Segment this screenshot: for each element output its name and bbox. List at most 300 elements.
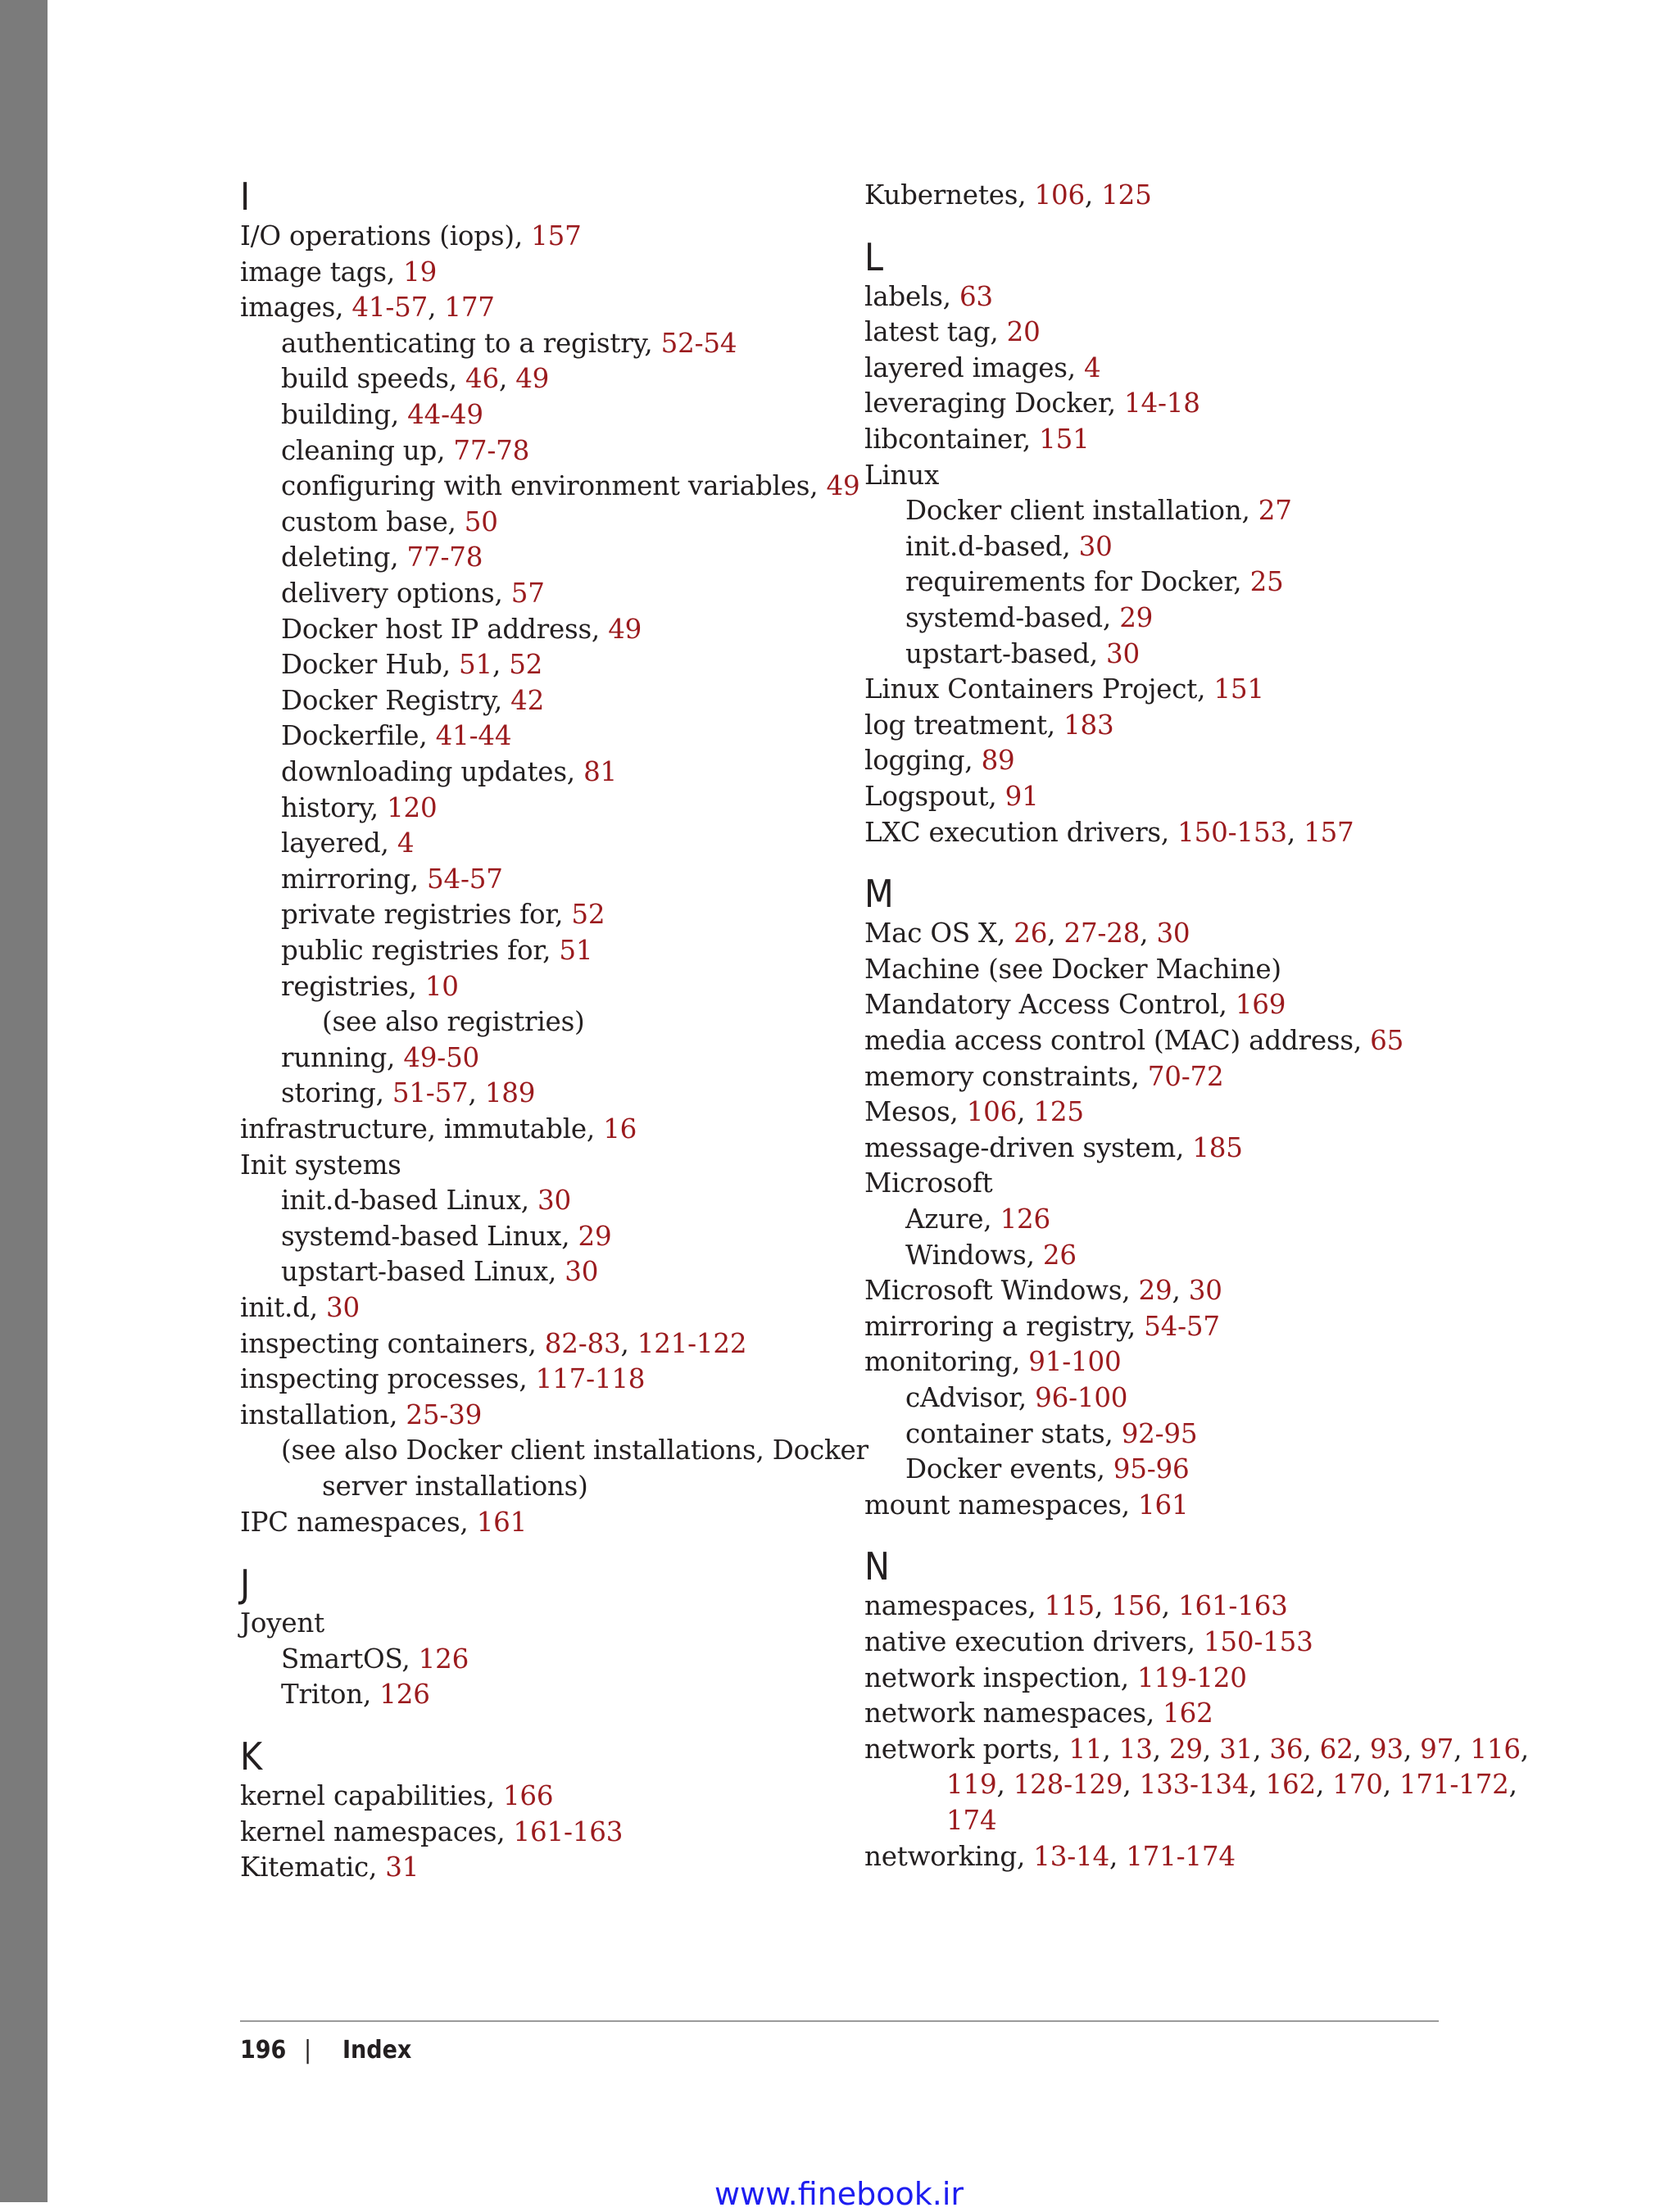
index-term: infrastructure, immutable, (240, 1113, 604, 1145)
ref-separator: , (1454, 1733, 1471, 1765)
index-term: kernel capabilities, (240, 1780, 503, 1811)
ref-separator: , (1202, 1733, 1220, 1765)
page-ref-link[interactable]: 30 (1078, 530, 1113, 562)
index-term: Linux (864, 459, 940, 491)
page-ref-link[interactable]: 92-95 (1121, 1417, 1198, 1449)
index-term: (see also registries) (322, 1006, 585, 1038)
index-entry (864, 778, 1039, 814)
page-ref-link[interactable]: 161-163 (513, 1815, 624, 1847)
page-ref-link[interactable]: 117-118 (535, 1363, 646, 1395)
index-term: requirements for Docker, (905, 566, 1250, 598)
section-letter: J (240, 1562, 251, 1607)
index-entry (281, 932, 592, 968)
index-term: I/O operations (iops), (240, 220, 532, 252)
ref-separator: , (1095, 1590, 1112, 1622)
section-letter: K (240, 1734, 263, 1779)
ref-separator: , (1017, 1096, 1034, 1128)
index-entry (864, 1731, 1529, 1767)
index-term: build speeds, (281, 363, 465, 395)
page-ref-link[interactable]: 151 (1039, 424, 1090, 455)
ref-separator: , (996, 1769, 1014, 1801)
page-number: 196 (240, 2036, 287, 2065)
page-ref-link[interactable]: 119-120 (1137, 1661, 1247, 1693)
index-term: systemd-based, (905, 602, 1120, 633)
index-term: upstart-based, (905, 637, 1106, 669)
index-entry (864, 1344, 1121, 1380)
page-ref-link[interactable]: 125 (1101, 179, 1152, 211)
index-term: Logspout, (864, 781, 1005, 812)
index-term: message-driven system, (864, 1131, 1193, 1163)
ref-separator: , (1382, 1769, 1399, 1801)
page-ref-link[interactable]: 171-174 (1126, 1840, 1236, 1872)
index-term: delivery options, (281, 578, 511, 609)
index-entry (281, 1432, 868, 1468)
index-entry (905, 1237, 1077, 1273)
index-entry (322, 1468, 588, 1504)
page-ref-link[interactable]: 189 (484, 1077, 536, 1109)
index-entry (864, 1130, 1243, 1166)
index-term: images, (240, 292, 352, 324)
page-ref-link[interactable]: 106 (1034, 179, 1085, 211)
footer-separator: | (304, 2036, 312, 2065)
index-term: libcontainer, (864, 424, 1040, 455)
page-ref-link[interactable]: 97 (1420, 1733, 1454, 1765)
index-entry (281, 360, 549, 397)
page-ref-link[interactable]: 50 (464, 505, 498, 537)
section-letter: M (864, 872, 894, 917)
page-ref-link[interactable]: 16 (603, 1113, 637, 1145)
index-entry (281, 682, 544, 718)
page-ref-link[interactable]: 26 (1014, 918, 1048, 950)
index-entry (240, 1290, 360, 1326)
index-entry (864, 385, 1200, 421)
index-term: history, (281, 791, 388, 823)
page-ref-link[interactable]: 95-96 (1113, 1453, 1190, 1485)
page-ref-link[interactable]: 14-18 (1123, 388, 1200, 419)
page-ref-link[interactable]: 106 (966, 1096, 1018, 1128)
page-ref-link[interactable]: 177 (444, 292, 495, 324)
page-ref-link[interactable]: 31 (385, 1852, 420, 1883)
index-entry-continuation (946, 1802, 996, 1838)
gray-side-bar (0, 0, 48, 2202)
page-ref-link[interactable]: 162 (1163, 1698, 1213, 1729)
index-term: network namespaces, (864, 1698, 1163, 1729)
index-term: Windows, (905, 1239, 1043, 1271)
page-ref-link[interactable]: 57 (510, 578, 545, 609)
page-ref-link[interactable]: 51 (458, 649, 492, 681)
page-ref-link[interactable]: 29 (1138, 1275, 1172, 1307)
index-entry (281, 611, 642, 647)
index-term: log treatment, (864, 709, 1064, 741)
page-ref-link[interactable]: 171-172 (1399, 1769, 1509, 1801)
index-term: deleting, (281, 542, 407, 573)
page-ref-link[interactable]: 51 (559, 935, 593, 966)
page-ref-link[interactable]: 27 (1258, 495, 1292, 527)
page-ref-link[interactable]: 161-163 (1178, 1590, 1288, 1622)
page-ref-link[interactable]: 166 (502, 1780, 554, 1811)
page-ref-link[interactable]: 41-57 (351, 292, 429, 324)
ref-separator: , (1286, 816, 1304, 848)
page-ref-link[interactable]: 13-14 (1033, 1840, 1109, 1872)
index-term: public registries for, (281, 935, 560, 966)
page-ref-link[interactable]: 126 (1000, 1203, 1050, 1235)
page-ref-link[interactable]: 91 (1005, 781, 1039, 812)
page-ref-link[interactable]: 133-134 (1139, 1769, 1249, 1801)
index-term: configuring with environment variables, (281, 470, 827, 502)
page-ref-link[interactable]: 31 (1219, 1733, 1254, 1765)
index-entry (281, 790, 438, 826)
index-term: monitoring, (864, 1346, 1029, 1378)
index-term: inspecting containers, (240, 1327, 545, 1359)
index-entry (864, 279, 993, 315)
page-ref-link[interactable]: 162 (1265, 1769, 1316, 1801)
section-letter: L (864, 234, 884, 279)
page-ref-link[interactable]: 51-57 (392, 1077, 469, 1109)
running-head: Index (342, 2036, 412, 2065)
ref-separator: , (1315, 1769, 1333, 1801)
page-ref-link[interactable]: 120 (387, 791, 438, 823)
index-entry (240, 1504, 527, 1540)
index-entry (905, 600, 1153, 636)
index-entry (864, 314, 1041, 350)
index-entry (864, 457, 939, 493)
page-ref-link[interactable]: 30 (537, 1185, 571, 1217)
index-entry (240, 1361, 645, 1397)
page-ref-link[interactable]: 156 (1111, 1590, 1162, 1622)
index-term: installation, (240, 1398, 406, 1430)
index-term: memory constraints, (864, 1060, 1148, 1092)
page-ref-link[interactable]: 125 (1033, 1096, 1084, 1128)
index-term: init.d-based Linux, (281, 1185, 537, 1217)
index-term: cleaning up, (281, 434, 454, 466)
page-ref-link[interactable]: 170 (1332, 1769, 1383, 1801)
index-term: Docker Registry, (281, 684, 511, 716)
index-entry (240, 1397, 482, 1433)
index-term: (see also Docker client installations, Docker (281, 1435, 868, 1466)
index-term: upstart-based Linux, (281, 1256, 565, 1288)
index-entry (281, 861, 503, 897)
page-ref-link[interactable]: 63 (959, 280, 993, 312)
index-term: mirroring, (281, 863, 427, 895)
index-entry (905, 1201, 1050, 1237)
index-entry (905, 1416, 1197, 1452)
index-entry (905, 1380, 1127, 1416)
index-entry (864, 1165, 993, 1201)
index-term: SmartOS, (281, 1643, 419, 1675)
index-entry (281, 718, 511, 754)
section-letter: N (864, 1544, 890, 1589)
index-entry (864, 1660, 1247, 1696)
ref-separator: , (468, 1077, 485, 1109)
index-term: mount namespaces, (864, 1489, 1139, 1521)
page-ref-link[interactable]: 30 (565, 1256, 599, 1288)
page-ref-link[interactable]: 52 (509, 649, 543, 681)
trailing-comma: , (1520, 1733, 1529, 1765)
index-term: systemd-based Linux, (281, 1220, 578, 1252)
index-entry (281, 646, 542, 682)
index-term: IPC namespaces, (240, 1506, 477, 1538)
page-ref-link[interactable]: 30 (325, 1292, 360, 1323)
index-term: Docker host IP address, (281, 613, 609, 645)
index-term: Init systems (240, 1149, 401, 1181)
index-entry (281, 1676, 430, 1712)
index-term: downloading updates, (281, 756, 584, 787)
index-term: storing, (281, 1077, 392, 1109)
index-entry (240, 254, 437, 290)
index-entry (864, 986, 1286, 1022)
index-term: building, (281, 399, 408, 430)
page-ref-link[interactable]: 25 (1249, 566, 1284, 598)
index-term: native execution drivers, (864, 1626, 1204, 1657)
index-term: Microsoft Windows, (864, 1275, 1139, 1307)
index-entry (281, 1182, 571, 1218)
ref-separator: , (1140, 918, 1157, 950)
page-ref-link[interactable]: 54-57 (426, 863, 503, 895)
index-entry (240, 1814, 623, 1850)
ref-separator: , (1122, 1769, 1140, 1801)
index-entry (281, 1075, 535, 1111)
index-entry (864, 421, 1090, 457)
index-term: namespaces, (864, 1590, 1045, 1622)
page-ref-link[interactable]: 30 (1188, 1275, 1222, 1307)
index-term: Azure, (905, 1203, 1000, 1235)
index-entry (864, 742, 1015, 778)
page-ref-link[interactable]: 174 (946, 1805, 997, 1836)
page-ref-link[interactable]: 42 (510, 684, 545, 716)
index-entry (864, 350, 1101, 386)
page-ref-link[interactable]: 20 (1006, 316, 1041, 348)
page-ref-link[interactable]: 157 (1304, 816, 1354, 848)
index-entry (281, 825, 414, 861)
ref-separator: , (428, 292, 445, 324)
index-entry (864, 915, 1190, 951)
index-entry (240, 1326, 746, 1362)
index-entry (905, 528, 1113, 564)
index-term: LXC execution drivers, (864, 816, 1178, 848)
ref-separator: , (1109, 1840, 1127, 1872)
ref-separator: , (1303, 1733, 1320, 1765)
index-entry (905, 636, 1140, 672)
page-ref-link[interactable]: 169 (1235, 989, 1286, 1021)
index-entry (281, 397, 483, 433)
page-ref-link[interactable]: 11 (1068, 1733, 1103, 1765)
index-term: media access control (MAC) address, (864, 1025, 1371, 1056)
page-ref-link[interactable]: 81 (583, 756, 618, 787)
index-term: inspecting processes, (240, 1363, 536, 1395)
page-ref-link[interactable]: 27-28 (1063, 918, 1141, 950)
index-entry (281, 1253, 598, 1290)
page-ref-link[interactable]: 119 (946, 1769, 997, 1801)
page-ref-link[interactable]: 19 (403, 256, 438, 288)
index-term: kernel namespaces, (240, 1815, 514, 1847)
page-ref-link[interactable]: 25-39 (406, 1398, 483, 1430)
index-entry (281, 325, 737, 361)
page-ref-link[interactable]: 126 (379, 1679, 430, 1711)
page-ref-link[interactable]: 121-122 (637, 1327, 747, 1359)
index-entry (240, 1605, 324, 1641)
index-term: logging, (864, 745, 982, 777)
page-ref-link[interactable]: 46 (465, 363, 499, 395)
page-ref-link[interactable]: 185 (1192, 1131, 1243, 1163)
page-ref-link[interactable]: 116 (1470, 1733, 1521, 1765)
index-term: latest tag, (864, 316, 1007, 348)
page-ref-link[interactable]: 89 (981, 745, 1015, 777)
index-entry (240, 289, 495, 325)
ref-separator: , (1047, 918, 1064, 950)
page-ref-link[interactable]: 93 (1369, 1733, 1404, 1765)
index-entry (281, 575, 545, 611)
page-ref-link[interactable]: 29 (1168, 1733, 1203, 1765)
ref-separator: , (492, 649, 510, 681)
page-ref-link[interactable]: 52-54 (660, 327, 737, 359)
page-ref-link[interactable]: 13 (1118, 1733, 1153, 1765)
index-entry (281, 468, 860, 504)
index-term: Kubernetes, (864, 179, 1035, 211)
index-entry (864, 1308, 1220, 1344)
index-term: mirroring a registry, (864, 1310, 1145, 1342)
ref-separator: , (1152, 1733, 1169, 1765)
index-term: Docker client installation, (905, 495, 1258, 527)
page-ref-link[interactable]: 36 (1269, 1733, 1304, 1765)
index-entry (281, 1641, 469, 1677)
page-ref-link[interactable]: 26 (1042, 1239, 1077, 1271)
index-term: Linux Containers Project, (864, 673, 1214, 705)
page-ref-link[interactable]: 49-50 (403, 1041, 480, 1073)
page-ref-link[interactable]: 41-44 (435, 720, 512, 752)
index-term: Mac OS X, (864, 918, 1014, 950)
page-ref-link[interactable]: 161 (476, 1506, 528, 1538)
ref-separator: , (498, 363, 516, 395)
index-entry (240, 1111, 637, 1147)
section-letter: I (240, 175, 251, 219)
index-term: Joyent (240, 1607, 324, 1639)
index-term: layered, (281, 827, 397, 859)
page-ref-link[interactable]: 77-78 (453, 434, 530, 466)
index-term: image tags, (240, 256, 404, 288)
index-term: registries, (281, 970, 425, 1002)
page-ref-link[interactable]: 161 (1138, 1489, 1189, 1521)
page-ref-link[interactable]: 150-153 (1203, 1626, 1313, 1657)
index-entry-continuation (946, 1766, 1517, 1802)
page-ref-link[interactable]: 151 (1213, 673, 1264, 705)
page-ref-link[interactable]: 54-57 (1144, 1310, 1220, 1342)
index-term: init.d, (240, 1292, 326, 1323)
index-entry (281, 433, 529, 469)
index-entry (905, 1451, 1189, 1487)
page-ref-link[interactable]: 77-78 (406, 542, 483, 573)
ref-separator: , (1084, 179, 1102, 211)
page-ref-link[interactable]: 115 (1044, 1590, 1095, 1622)
page-ref-link[interactable]: 49 (608, 613, 642, 645)
index-term: Kitematic, (240, 1852, 386, 1883)
page-ref-link[interactable]: 29 (578, 1220, 612, 1252)
index-entry (864, 1094, 1084, 1130)
page-ref-link[interactable]: 10 (424, 970, 459, 1002)
index-term: container stats, (905, 1417, 1122, 1449)
index-term: leveraging Docker, (864, 388, 1124, 419)
page-ref-link[interactable]: 4 (397, 827, 415, 859)
index-term: Dockerfile, (281, 720, 436, 752)
index-entry (281, 539, 483, 575)
page-ref-link[interactable]: 82-83 (544, 1327, 621, 1359)
page-ref-link[interactable]: 44-49 (407, 399, 483, 430)
index-term: private registries for, (281, 899, 572, 931)
index-term: cAdvisor, (905, 1382, 1036, 1413)
index-entry (864, 951, 1281, 987)
index-term: custom base, (281, 505, 465, 537)
index-term: Docker events, (905, 1453, 1113, 1485)
page-ref-link[interactable]: 52 (571, 899, 605, 931)
index-entry (905, 492, 1292, 528)
index-entry (240, 218, 582, 254)
index-entry (864, 1058, 1223, 1095)
index-entry (281, 1040, 479, 1076)
page-ref-link[interactable]: 4 (1084, 351, 1101, 383)
index-term: Machine (see Docker Machine) (864, 953, 1281, 985)
index-term: server installations) (322, 1471, 588, 1502)
page-ref-link[interactable]: 49 (826, 470, 860, 502)
page-ref-link[interactable]: 62 (1319, 1733, 1354, 1765)
page-ref-link[interactable]: 96-100 (1035, 1382, 1128, 1413)
index-entry (864, 1624, 1313, 1660)
page-ref-link[interactable]: 30 (1106, 637, 1140, 669)
index-entry (864, 177, 1152, 213)
page-ref-link[interactable]: 150-153 (1177, 816, 1287, 848)
ref-separator: , (1403, 1733, 1421, 1765)
index-entry (864, 671, 1264, 707)
index-entry (281, 754, 617, 790)
index-term: Microsoft (864, 1167, 993, 1199)
index-entry (864, 1588, 1288, 1624)
index-term: network ports, (864, 1733, 1069, 1765)
index-term: layered images, (864, 351, 1085, 383)
index-entry (864, 1272, 1222, 1308)
ref-separator: , (1253, 1733, 1270, 1765)
index-term: running, (281, 1041, 404, 1073)
index-entry (281, 1218, 611, 1254)
index-entry (864, 1022, 1404, 1058)
page-ref-link[interactable]: 29 (1119, 602, 1154, 633)
index-entry (864, 814, 1354, 850)
page-ref-link[interactable]: 49 (515, 363, 550, 395)
index-term: Triton, (281, 1679, 380, 1711)
page-ref-link[interactable]: 126 (418, 1643, 469, 1675)
ref-separator: , (620, 1327, 637, 1359)
index-entry (240, 1778, 553, 1814)
page-ref-link[interactable]: 128-129 (1013, 1769, 1123, 1801)
ref-separator: , (1249, 1769, 1266, 1801)
index-entry (281, 504, 498, 540)
page-ref-link[interactable]: 70-72 (1147, 1060, 1224, 1092)
page-ref-link[interactable]: 65 (1370, 1025, 1404, 1056)
index-entry (322, 1004, 585, 1040)
index-term: Mesos, (864, 1096, 967, 1128)
page-ref-link[interactable]: 30 (1156, 918, 1190, 950)
index-entry (905, 564, 1284, 600)
page-ref-link[interactable]: 183 (1063, 709, 1114, 741)
index-entry (864, 1838, 1236, 1874)
footer-rule (240, 2020, 1439, 2022)
watermark-link[interactable]: www.finebook.ir (714, 2176, 964, 2212)
page-ref-link[interactable]: 157 (531, 220, 582, 252)
ref-separator: , (1172, 1275, 1189, 1307)
index-term: init.d-based, (905, 530, 1079, 562)
index-entry (281, 896, 605, 932)
index-entry (240, 1849, 419, 1885)
page-ref-link[interactable]: 91-100 (1028, 1346, 1122, 1378)
index-entry (864, 1487, 1188, 1523)
index-term: network inspection, (864, 1661, 1138, 1693)
